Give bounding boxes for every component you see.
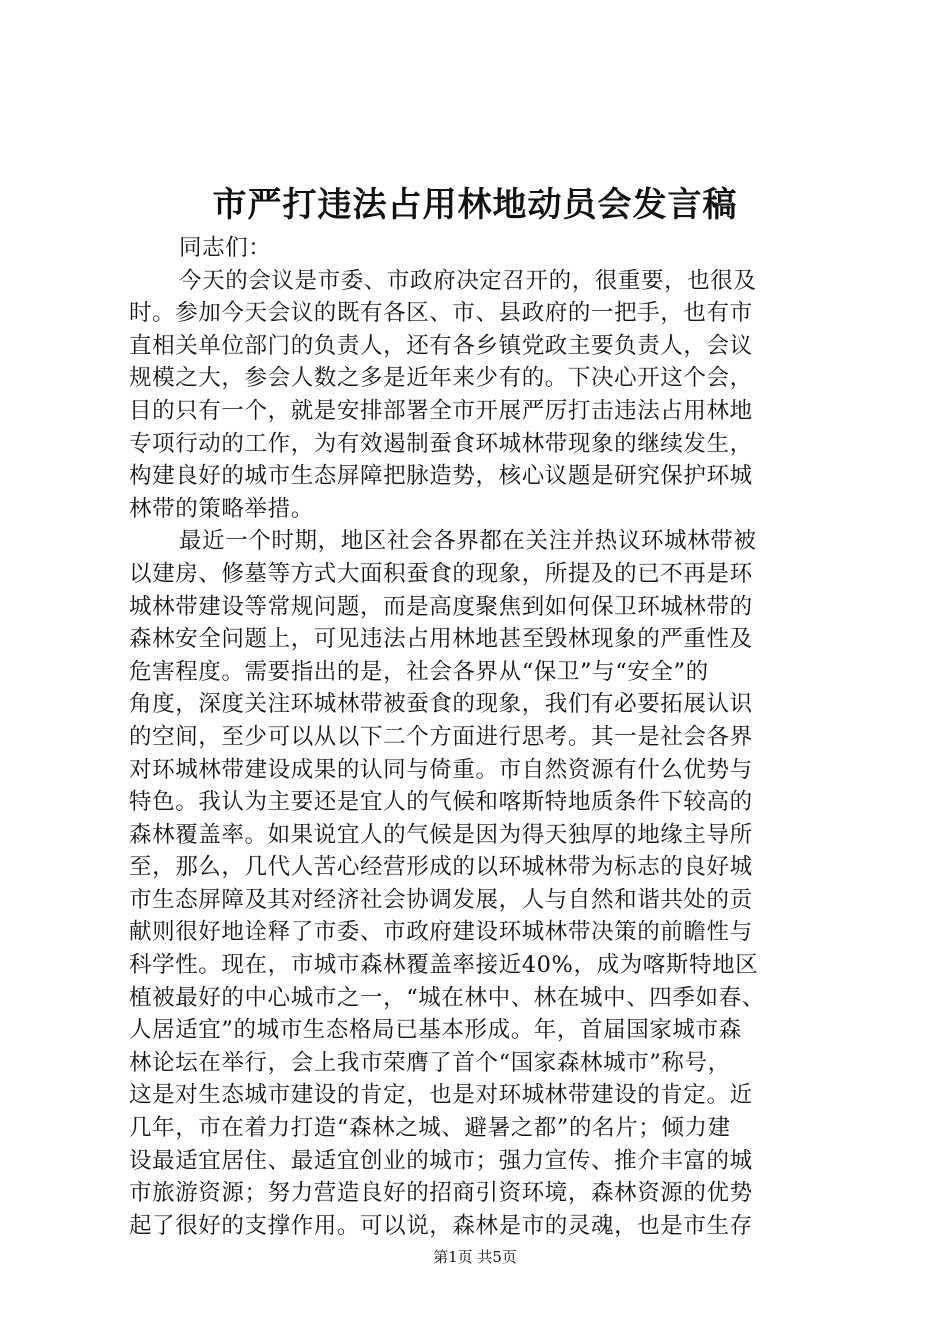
text-line: 植被最好的中心城市之一，“城在林中、林在城中、四季如春、 xyxy=(129,984,765,1011)
text-line: 人居适宜”的城市生态格局已基本形成。年，首届国家城市森 xyxy=(129,1017,742,1044)
text-line: 森林安全问题上，可见违法占用林地甚至毁林现象的严重性及 xyxy=(129,626,753,653)
text-line: 构建良好的城市生态屏障把脉造势，核心议题是研究保护环城 xyxy=(129,463,753,490)
text-line: 市生态屏障及其对经济社会协调发展，人与自然和谐共处的贡 xyxy=(129,886,753,913)
text-line: 规模之大，参会人数之多是近年来少有的。下决心开这个会， xyxy=(129,365,753,392)
document-title: 市严打违法占用林地动员会发言稿 xyxy=(212,185,738,225)
text-line: 目的只有一个，就是安排部署全市开展严厉打击违法占用林地 xyxy=(129,397,753,424)
text-line: 这是对生态城市建设的肯定，也是对环城林带建设的肯定。近 xyxy=(129,1082,753,1109)
text-line: 科学性。现在，市城市森林覆盖率接近40%，成为喀斯特地区 xyxy=(129,952,759,979)
text-line: 特色。我认为主要还是宜人的气候和喀斯特地质条件下较高的 xyxy=(129,789,753,816)
text-line: 最近一个时期，地区社会各界都在关注并热议环城林带被 xyxy=(179,528,757,555)
text-line: 献则很好地诠释了市委、市政府建设环城林带决策的前瞻性与 xyxy=(129,919,753,946)
text-line: 对环城林带建设成果的认同与倚重。市自然资源有什么优势与 xyxy=(129,756,753,783)
text-line: 角度，深度关注环城林带被蚕食的现象，我们有必要拓展认识 xyxy=(129,691,753,718)
text-line: 今天的会议是市委、市政府决定召开的，很重要，也很及 xyxy=(179,267,757,294)
page-footer: 第1页 共5页 xyxy=(433,1248,517,1266)
text-line: 林带的策略举措。 xyxy=(129,495,314,522)
text-line: 起了很好的支撑作用。可以说，森林是市的灵魂，也是市生存 xyxy=(129,1212,753,1239)
text-line: 危害程度。需要指出的是，社会各界从“保卫”与“安全”的 xyxy=(129,658,709,685)
text-line: 直相关单位部门的负责人，还有各乡镇党政主要负责人，会议 xyxy=(129,332,753,359)
text-line: 专项行动的工作，为有效遏制蚕食环城林带现象的继续发生， xyxy=(129,430,753,457)
text-line: 城林带建设等常规问题，而是高度聚焦到如何保卫环城林带的 xyxy=(129,593,753,620)
text-line: 时。参加今天会议的既有各区、市、县政府的一把手，也有市 xyxy=(129,300,753,327)
text-line: 的空间，至少可以从以下二个方面进行思考。其一是社会各界 xyxy=(129,723,753,750)
text-line: 森林覆盖率。如果说宜人的气候是因为得天独厚的地缘主导所 xyxy=(129,821,753,848)
text-line: 几年，市在着力打造“森林之城、避暑之都”的名片；倾力建 xyxy=(129,1115,731,1142)
text-line: 市旅游资源；努力营造良好的招商引资环境，森林资源的优势 xyxy=(129,1180,753,1207)
text-line: 至，那么，几代人苦心经营形成的以环城林带为标志的良好城 xyxy=(129,854,753,881)
text-line: 以建房、修墓等方式大面积蚕食的现象，所提及的已不再是环 xyxy=(129,560,753,587)
text-line: 林论坛在举行，会上我市荣膺了首个“国家森林城市”称号， xyxy=(129,1049,731,1076)
document-body xyxy=(129,232,829,1242)
text-line: 同志们： xyxy=(179,235,272,261)
text-line: 设最适宜居住、最适宜创业的城市；强力宣传、推介丰富的城 xyxy=(129,1147,753,1174)
